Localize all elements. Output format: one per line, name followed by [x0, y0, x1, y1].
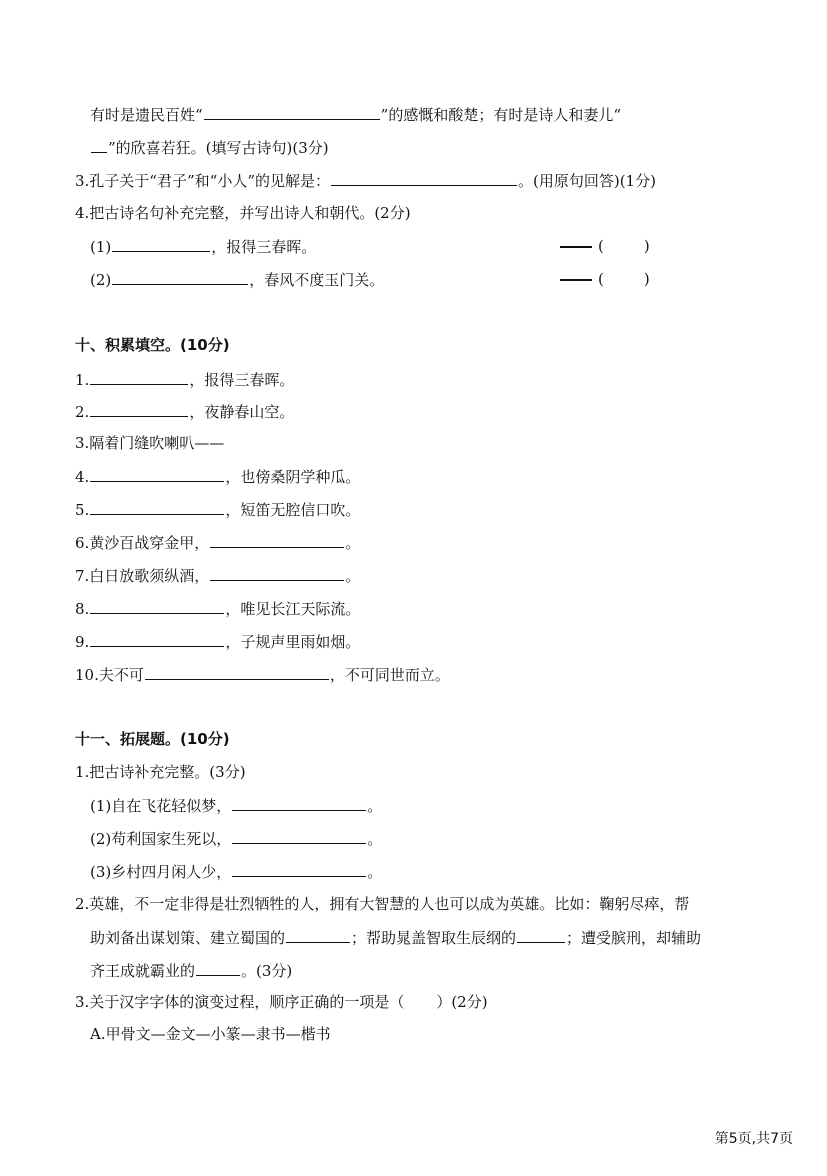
- text: (1)自在飞花轻似梦，: [90, 797, 232, 815]
- text: ”的感慨和酸楚；有时是诗人和妻儿“: [380, 106, 622, 124]
- text: ，短笛无腔信口吹。: [225, 501, 361, 519]
- answer-blank[interactable]: [90, 598, 224, 614]
- answer-blank[interactable]: [145, 664, 329, 680]
- question-4-item-2-author: [560, 269, 650, 289]
- text: 。: [367, 797, 383, 815]
- answer-blank[interactable]: [112, 269, 248, 285]
- question-4: 4.把古诗名句补充完整，并写出诗人和朝代。(2分): [75, 204, 411, 222]
- text: 。: [345, 567, 361, 585]
- text: ，子规声里雨如烟。: [225, 633, 361, 651]
- fill-item-4: [75, 466, 360, 487]
- question-3: [75, 170, 656, 191]
- text: ，春风不度玉门关。: [249, 271, 385, 289]
- text: ，也傍桑阴学种瓜。: [225, 468, 361, 486]
- item-number: 5.: [75, 501, 90, 519]
- item-number: (2): [90, 271, 112, 289]
- question-4-item-1-author: [560, 236, 650, 256]
- answer-blank[interactable]: [90, 369, 188, 385]
- page-number: 第5页,共7页: [714, 1131, 793, 1147]
- text: ，不可同世而立。: [329, 666, 450, 684]
- extend-question-3: [75, 992, 488, 1012]
- option-a: A.甲骨文—金文—小篆—隶书—楷书: [90, 1025, 331, 1043]
- text: 。(3分): [241, 962, 293, 980]
- fill-item-7: [75, 565, 360, 586]
- extend-question-2-line-3: [90, 960, 292, 981]
- answer-blank[interactable]: [210, 565, 344, 581]
- paren: ): [643, 237, 650, 255]
- fill-item-2: [75, 401, 294, 422]
- text: ，夜静春山空。: [189, 403, 295, 421]
- answer-blank[interactable]: [210, 532, 344, 548]
- answer-blank[interactable]: [90, 466, 224, 482]
- answer-blank[interactable]: [90, 401, 188, 417]
- paren: ): [643, 270, 650, 288]
- question-4-item-2: [90, 269, 384, 290]
- answer-blank[interactable]: [232, 795, 366, 811]
- text: 助刘备出谋划策、建立蜀国的: [90, 929, 286, 947]
- question-4-item-1: [90, 236, 316, 257]
- answer-blank[interactable]: [90, 499, 224, 515]
- text: ；帮助晁盖智取生辰纲的: [351, 929, 517, 947]
- item-number: 9.: [75, 633, 90, 651]
- text: 10.夫不可: [75, 666, 144, 684]
- text: 。: [345, 534, 361, 552]
- answer-blank[interactable]: [112, 236, 210, 252]
- fill-item-1: [75, 369, 294, 390]
- text: ，报得三春晖。: [211, 238, 317, 256]
- text: ；遭受膑刑，却辅助: [566, 929, 702, 947]
- text: ”的欣喜若狂。(填写古诗句)(3分): [108, 139, 329, 157]
- answer-blank[interactable]: [91, 137, 107, 153]
- text: 7.白日放歌须纵酒，: [75, 567, 210, 585]
- answer-blank[interactable]: [286, 927, 350, 943]
- item-number: 2.: [75, 403, 90, 421]
- answer-blank[interactable]: [517, 927, 565, 943]
- text: ）(2分): [436, 993, 488, 1011]
- fill-item-10: [75, 664, 450, 685]
- extend-q1-item-3: [90, 861, 382, 882]
- paren: (: [598, 237, 604, 255]
- text: (3)乡村四月闲人少，: [90, 863, 232, 881]
- text: (2)苟利国家生死以，: [90, 830, 232, 848]
- answer-blank[interactable]: [232, 828, 366, 844]
- text: ，报得三春晖。: [189, 371, 295, 389]
- text: ，唯见长江天际流。: [225, 600, 361, 618]
- answer-blank[interactable]: [204, 104, 380, 120]
- poem-answer-line-1: [90, 104, 621, 125]
- section-11-title: 十一、拓展题。(10分): [75, 730, 230, 748]
- text: 齐王成就霸业的: [90, 962, 196, 980]
- answer-blank[interactable]: [90, 631, 224, 647]
- answer-blank[interactable]: [196, 960, 240, 976]
- item-number: 1.: [75, 371, 90, 389]
- text: 。: [367, 830, 383, 848]
- poem-answer-line-2: [90, 137, 329, 158]
- item-number: (1): [90, 238, 112, 256]
- extend-question-2-line-2: [90, 927, 701, 948]
- text: 3.关于汉字字体的演变过程，顺序正确的一项是（: [75, 993, 405, 1011]
- text: 3.孔子关于“君子”和“小人”的见解是：: [75, 172, 330, 190]
- extend-q1-item-1: [90, 795, 382, 816]
- fill-item-8: [75, 598, 360, 619]
- text: 。(用原句回答)(1分): [518, 172, 656, 190]
- fill-item-5: [75, 499, 360, 520]
- text: 。: [367, 863, 383, 881]
- extend-question-2-line-1: 2.英雄，不一定非得是壮烈牺牲的人，拥有大智慧的人也可以成为英雄。比如：鞠躬尽瘁，帮: [75, 895, 690, 913]
- dash: [560, 246, 592, 248]
- fill-item-3: 3.隔着门缝吹喇叭——: [75, 434, 225, 452]
- item-number: 4.: [75, 468, 90, 486]
- text: 有时是遗民百姓“: [90, 106, 203, 124]
- section-10-title: 十、积累填空。(10分): [75, 336, 230, 354]
- dash: [560, 279, 592, 281]
- extend-question-1: 1.把古诗补充完整。(3分): [75, 763, 246, 781]
- paren: (: [598, 270, 604, 288]
- item-number: 8.: [75, 600, 90, 618]
- fill-item-6: [75, 532, 360, 553]
- answer-blank[interactable]: [331, 170, 517, 186]
- fill-item-9: [75, 631, 360, 652]
- extend-q1-item-2: [90, 828, 382, 849]
- text: 6.黄沙百战穿金甲，: [75, 534, 210, 552]
- answer-blank[interactable]: [232, 861, 366, 877]
